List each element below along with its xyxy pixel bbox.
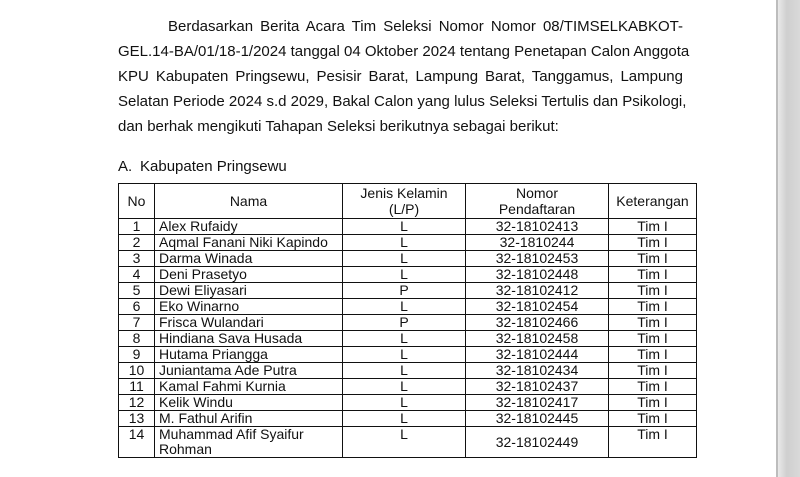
section-heading bbox=[118, 157, 287, 177]
row-nomor-pendaftaran: 32-18102445 bbox=[466, 411, 609, 427]
row-keterangan: Tim I bbox=[609, 347, 697, 363]
row-nama: Kelik Windu bbox=[155, 395, 343, 411]
table-row bbox=[119, 251, 697, 267]
row-nomor-pendaftaran: 32-18102448 bbox=[466, 267, 609, 283]
row-nama: Eko Winarno bbox=[155, 299, 343, 315]
paragraph-line: Selatan Periode 2024 s.d 2029, Bakal Calon yang lulus Seleksi Tertulis dan Psikologi, bbox=[118, 93, 687, 110]
row-jenis-kelamin: L bbox=[343, 411, 466, 427]
row-nomor-pendaftaran: 32-18102453 bbox=[466, 251, 609, 267]
row-nomor-pendaftaran: 32-18102437 bbox=[466, 379, 609, 395]
row-no: 10 bbox=[119, 363, 155, 379]
row-no: 3 bbox=[119, 251, 155, 267]
row-keterangan: Tim I bbox=[609, 283, 697, 299]
row-nomor-pendaftaran: 32-18102444 bbox=[466, 347, 609, 363]
row-no: 14 bbox=[119, 427, 155, 458]
header-keterangan: Keterangan bbox=[609, 184, 697, 219]
row-nama: Deni Prasetyo bbox=[155, 267, 343, 283]
row-nomor-pendaftaran: 32-18102466 bbox=[466, 315, 609, 331]
row-jenis-kelamin: L bbox=[343, 251, 466, 267]
row-no: 2 bbox=[119, 235, 155, 251]
row-jenis-kelamin: L bbox=[343, 235, 466, 251]
table-row bbox=[119, 363, 697, 379]
row-keterangan: Tim I bbox=[609, 379, 697, 395]
table-row bbox=[119, 347, 697, 363]
header-nomor-line2: Pendaftaran bbox=[498, 201, 576, 217]
header-nama: Nama bbox=[155, 184, 343, 219]
paragraph-line: GEL.14-BA/01/18-1/2024 tanggal 04 Oktober 2024 tentang Penetapan Calon Anggota bbox=[118, 43, 690, 60]
row-nama: Frisca Wulandari bbox=[155, 315, 343, 331]
row-jenis-kelamin: L bbox=[343, 379, 466, 395]
row-keterangan: Tim I bbox=[609, 331, 697, 347]
header-jenis-kelamin-line2: (L/P) bbox=[388, 201, 420, 217]
row-no: 12 bbox=[119, 395, 155, 411]
table-row bbox=[119, 267, 697, 283]
row-nama: M. Fathul Arifin bbox=[155, 411, 343, 427]
row-no: 9 bbox=[119, 347, 155, 363]
header-jenis-kelamin bbox=[343, 184, 466, 219]
table-row bbox=[119, 283, 697, 299]
row-nama: Alex Rufaidy bbox=[155, 219, 343, 235]
row-jenis-kelamin: L bbox=[343, 427, 466, 458]
row-jenis-kelamin: P bbox=[343, 315, 466, 331]
row-keterangan: Tim I bbox=[609, 363, 697, 379]
row-nama: Aqmal Fanani Niki Kapindo bbox=[155, 235, 343, 251]
row-nama: Kamal Fahmi Kurnia bbox=[155, 379, 343, 395]
row-jenis-kelamin: L bbox=[343, 219, 466, 235]
row-nama: Dewi Eliyasari bbox=[155, 283, 343, 299]
table-row bbox=[119, 411, 697, 427]
table-row bbox=[119, 219, 697, 235]
row-keterangan: Tim I bbox=[609, 411, 697, 427]
row-keterangan: Tim I bbox=[609, 315, 697, 331]
table-row bbox=[119, 331, 697, 347]
header-nomor-pendaftaran bbox=[466, 184, 609, 219]
paragraph-line: dan berhak mengikuti Tahapan Seleksi berikutnya sebagai berikut: bbox=[118, 118, 559, 135]
row-jenis-kelamin: L bbox=[343, 299, 466, 315]
section-number: A. bbox=[118, 158, 133, 175]
section-title: Kabupaten Pringsewu bbox=[140, 158, 287, 175]
table-row bbox=[119, 299, 697, 315]
row-no: 11 bbox=[119, 379, 155, 395]
header-nomor-line1: Nomor bbox=[515, 185, 558, 201]
row-nama: Hutama Priangga bbox=[155, 347, 343, 363]
candidate-table bbox=[118, 183, 697, 458]
header-no: No bbox=[119, 184, 155, 219]
row-keterangan: Tim I bbox=[609, 235, 697, 251]
paragraph-line: KPU Kabupaten Pringsewu, Pesisir Barat, Lampung Barat, Tanggamus, Lampung bbox=[118, 68, 683, 85]
row-keterangan: Tim I bbox=[609, 299, 697, 315]
row-no: 7 bbox=[119, 315, 155, 331]
row-nomor-pendaftaran: 32-1810244 bbox=[466, 235, 609, 251]
table-row bbox=[119, 379, 697, 395]
row-nomor-pendaftaran: 32-18102449 bbox=[466, 427, 609, 458]
row-nama: Hindiana Sava Husada bbox=[155, 331, 343, 347]
row-jenis-kelamin: P bbox=[343, 283, 466, 299]
row-no: 6 bbox=[119, 299, 155, 315]
row-jenis-kelamin: L bbox=[343, 331, 466, 347]
row-keterangan: Tim I bbox=[609, 427, 697, 458]
row-nama: Darma Winada bbox=[155, 251, 343, 267]
table-header-row bbox=[119, 184, 697, 219]
row-nama: Juniantama Ade Putra bbox=[155, 363, 343, 379]
row-no: 1 bbox=[119, 219, 155, 235]
row-jenis-kelamin: L bbox=[343, 347, 466, 363]
row-keterangan: Tim I bbox=[609, 251, 697, 267]
page-edge bbox=[778, 0, 800, 477]
row-no: 13 bbox=[119, 411, 155, 427]
row-no: 4 bbox=[119, 267, 155, 283]
row-nomor-pendaftaran: 32-18102458 bbox=[466, 331, 609, 347]
header-jenis-kelamin-line1: Jenis Kelamin bbox=[360, 185, 448, 201]
row-jenis-kelamin: L bbox=[343, 267, 466, 283]
row-keterangan: Tim I bbox=[609, 267, 697, 283]
row-jenis-kelamin: L bbox=[343, 395, 466, 411]
row-nomor-pendaftaran: 32-18102413 bbox=[466, 219, 609, 235]
row-no: 8 bbox=[119, 331, 155, 347]
row-jenis-kelamin: L bbox=[343, 363, 466, 379]
row-no: 5 bbox=[119, 283, 155, 299]
table-row bbox=[119, 235, 697, 251]
intro-paragraph bbox=[118, 14, 690, 139]
row-keterangan: Tim I bbox=[609, 219, 697, 235]
row-nomor-pendaftaran: 32-18102417 bbox=[466, 395, 609, 411]
table-row bbox=[119, 315, 697, 331]
row-nama: Muhammad Afif Syaifur Rohman bbox=[155, 427, 343, 458]
paragraph-line: Berdasarkan Berita Acara Tim Seleksi Nomor Nomor 08/TIMSELKABKOT- bbox=[168, 18, 683, 35]
row-nomor-pendaftaran: 32-18102454 bbox=[466, 299, 609, 315]
table-row bbox=[119, 395, 697, 411]
row-nomor-pendaftaran: 32-18102412 bbox=[466, 283, 609, 299]
row-nomor-pendaftaran: 32-18102434 bbox=[466, 363, 609, 379]
table-row bbox=[119, 427, 697, 458]
row-keterangan: Tim I bbox=[609, 395, 697, 411]
